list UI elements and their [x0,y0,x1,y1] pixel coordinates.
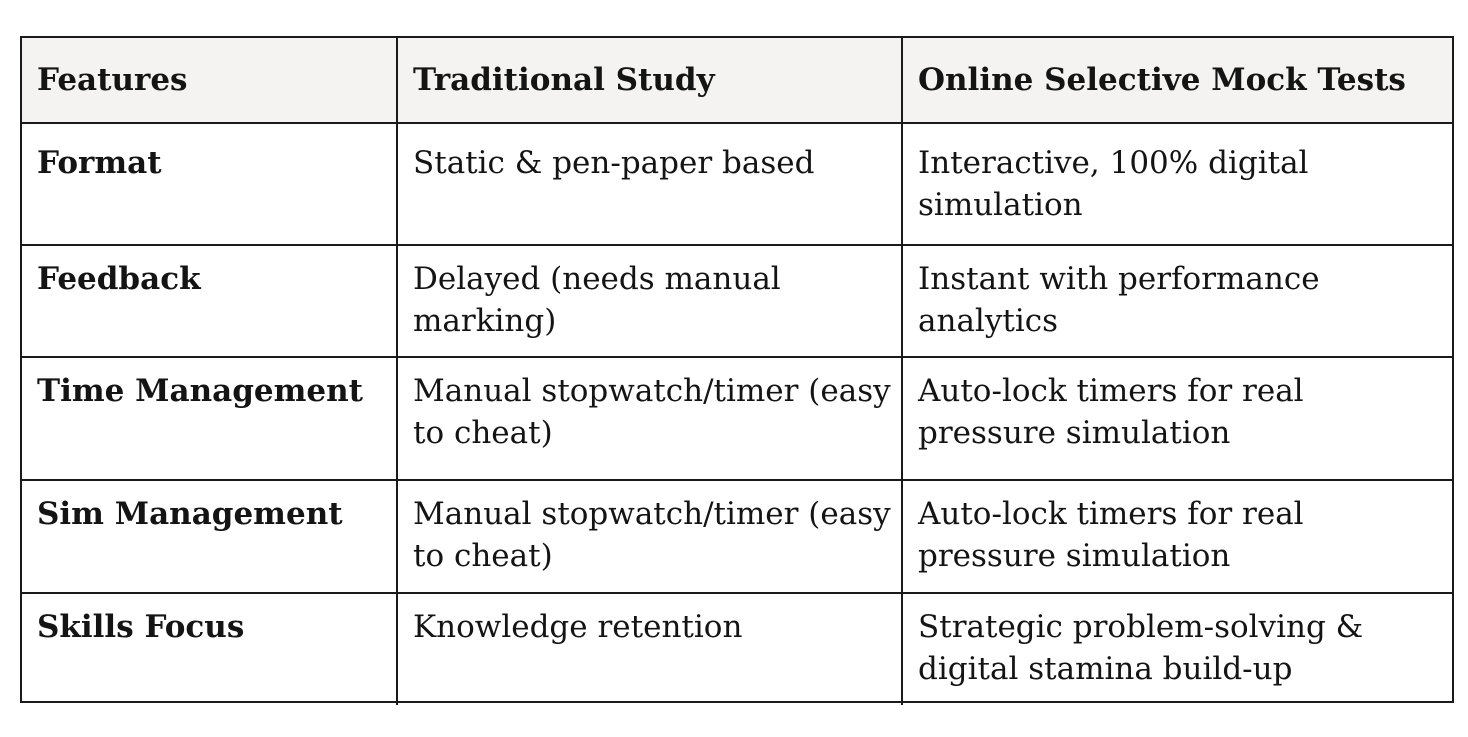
row-traditional-cell: Delayed (needs manual marking) [397,245,902,357]
header-features: Features [22,38,397,123]
row-feature-label: Feedback [22,245,397,357]
row-feature-label: Skills Focus [22,593,397,705]
row-feature-label: Format [22,123,397,245]
row-traditional-cell: Knowledge retention [397,593,902,705]
row-feature-label: Sim Management [22,480,397,593]
row-traditional-cell: Manual stopwatch/timer (easy to cheat) [397,480,902,593]
table-row [22,480,1452,593]
table-row [22,123,1452,245]
table-row [22,593,1452,705]
row-online-cell: Auto-lock timers for real pressure simulation [902,357,1452,480]
row-traditional-cell: Manual stopwatch/timer (easy to cheat) [397,357,902,480]
comparison-table-container [20,36,1454,703]
header-traditional-study: Traditional Study [397,38,902,123]
row-online-cell: Interactive, 100% digital simulation [902,123,1452,245]
comparison-table [22,38,1452,705]
row-online-cell: Auto-lock timers for real pressure simulation [902,480,1452,593]
row-online-cell: Instant with performance analytics [902,245,1452,357]
row-traditional-cell: Static & pen-paper based [397,123,902,245]
row-online-cell: Strategic problem-solving & digital stamina build-up [902,593,1452,705]
table-row [22,357,1452,480]
row-feature-label: Time Management [22,357,397,480]
table-header-row [22,38,1452,123]
table-row [22,245,1452,357]
header-online-mock-tests: Online Selective Mock Tests [902,38,1452,123]
